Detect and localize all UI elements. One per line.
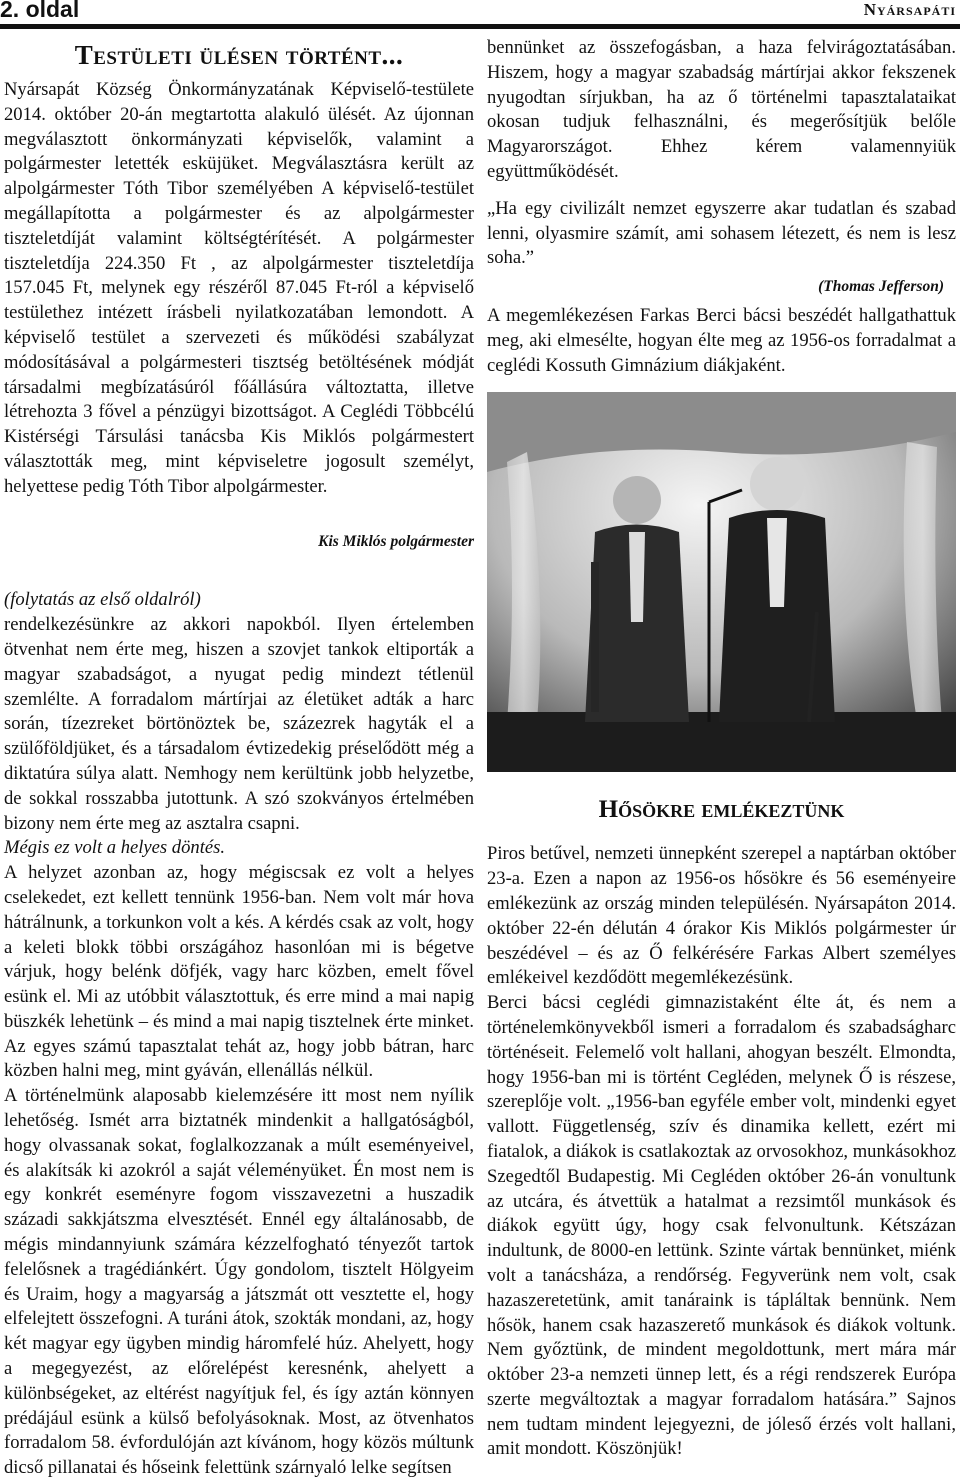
commemoration-paragraph: A megemlékezésen Farkas Berci bácsi beszédét hallgathattuk meg, aki elmesélte, hogyan élte meg az 1956-os forradalmat a ceglédi Kossuth Gimnázium diákjaként. bbox=[487, 304, 956, 376]
event-photo-image bbox=[487, 392, 956, 772]
heroes-paragraph-2: Berci bácsi ceglédi gimnazistaként élte át, és nem a történelemkönyvekből ismeri a forradalom és szabadságharc történéseit. Felemelő volt hallani, ahogyan beszélt. Elmondta, hogy 1956-ban mi is történt Cegléden, melynek Ő is részese, szereplője volt. „1956-ban egyféle ember volt, mindenki egyet vallott. Függetlenség, szív és dinamika kellett, ezért mi fiatalok, a diákok is csatlakoztak az orvosokhoz, munkásokhoz Szegedtől Budapestig. Mi Cegléden október 26-án vonultunk az utcára, és átvettük a hatalmat a rezsimtől munkások és diákok együtt úgy, hogy csak felvonultunk. Kétszázan indultunk, de 8000-en lettünk. Szinte vártak bennünket, miénk volt a tanácsháza, a rendőrség. Fegyverünk nem volt, csak hazaszeretetünk, amit tanáraink is tápláltak bennünk. Nem hősök, hanem csak hazaszerető munkások és diákok voltunk. Nem győztünk, de mindent megoldottunk, mert mára már október 23-a nemzeti ünnep lett, és a régi rendszerek Európa szerte megváltoztak a magyar forradalom hatására.” Sajnos nem tudtam mindent lejegyezni, de jóleső érzés volt hallani, amit mondott. Köszönjük! bbox=[487, 992, 956, 1460]
continued-note: (folytatás az első oldalról) bbox=[4, 589, 201, 611]
header-rule bbox=[0, 24, 960, 29]
quote-author: (Thomas Jefferson) bbox=[818, 278, 944, 296]
continued-paragraph-2: A helyzet azonban az, hogy mégiscsak ez volt a helyes cselekedet, ezt kellett tennünk 1956-ban. Nem volt már hova hátrálnunk, a torkunkon volt a kés. A kérdés csak az volt, hogy a keleti blokk többi országához hasonlóan mi is bégetve várjuk, hogy belénk döfjék, vagy harc közben, emelt fővel esünk el. Mi az utóbbit választottuk, és erre mind a mai napig büszkék lehetünk – és mind a mai napig tisztelnek érte minket. Az egyes számú tapasztalat tehát az, hogy jobb bátran, harc közben halni meg, mint gyáván, ellenállás nélkül. bbox=[4, 862, 474, 1082]
continued-italic-line: Mégis ez volt a helyes döntés. bbox=[4, 837, 226, 859]
article-title: Testületi ülésen történt... bbox=[74, 40, 404, 70]
heroes-paragraph-1: Piros betűvel, nemzeti ünnepként szerepel a naptárban október 23-a. Ezen a napon az 1956-os hősökre és 56 eseményeire emlékezünk az ország minden településén. Nyársapáton 2014. október 22-én délután 4 órakor Kis Miklós polgármester úr beszédével – és az Ő felkérésére Farkas Albert személyes emlékeivel kezdődött megemlékezésünk. bbox=[487, 843, 956, 989]
page-number: 2. oldal bbox=[0, 0, 80, 22]
continued-paragraph-1: rendelkezésünkre az akkori napokból. Ilyen értelemben ötvenhat nem érte meg, hiszen a szovjet tankok eltiporták a magyar szabadságot, a nyugat pedig mindezt tétlenül szemlélte. A forradalom mártírjai az életüket adták a harc során, tízezreket börtönöztek be, százezrek hagyták el a szülőföldjüket, és a társadalom évtizedekig préselődött még a diktatúra súlya alatt. Nemhogy nem kerültünk jobb helyzetbe, de sokkal rosszabba jutottunk. A szó szokványos értelmében bizony nem érte meg az asztalra csapni. bbox=[4, 614, 474, 834]
publication-name: Nyársapáti bbox=[863, 0, 956, 19]
section-title: Hősökre emlékeztünk bbox=[598, 796, 845, 824]
left-column bbox=[4, 36, 474, 1481]
continued-paragraph-3: A történelmünk alaposabb kielemzésére itt most nem nyílik lehetőség. Ismét arra biztatnék mindenkit a hallgatóságból, hogy olvassanak sokat, foglalkozzanak a múlt eseményeivel, és alakítsák ki azokról a saját véleményüket. Én most nem is egy konkrét eseményre fogom visszavezetni a huszadik századi sakkjátszma elvesztését. Ennél egy általánosabb, de mégis mindannyiunk számára kézzelfogható tényezőt tartok felelősnek a tragédiánkért. Úgy gondolom, tisztelt Hölgyeim és Uraim, hogy a magyarság a játszmát ott vesztette el, hogy elfelejtett összefogni. A turáni átok, szokták mondani, az, hogy két magyar egy ügyben mindig háromfelé húz. Ahelyett, hogy a megegyezést, az előrelépést keresnénk, ahelyett a különbségeket, az eltérést nagyítjuk fel, és így aztán könnyen prédájául esünk a külső befolyásoknak. Most, az ötvenhatos forradalom 58. évfordulóján azt kívánom, hogy közös múltunk dicső pillanatai és hőseink felettünk szárnyaló lelke segítsen bbox=[4, 1085, 474, 1479]
speech-end-paragraph: bennünket az összefogásban, a haza felvirágoztatásában. Hiszem, hogy a magyar szabadság mártírjai akkor fekszenek nyugodtan sírjukban, ha az ő történelmi tapasztalataikat okosan tudjuk felhasználni, és megerősítjük belőle Magyarországot. Ehhez kérem valamennyiük együttműködését. bbox=[487, 37, 956, 182]
event-photo bbox=[487, 392, 956, 772]
article-body: Nyársapát Község Önkormányzatának Képviselő-testülete 2014. október 20-án megtartotta alakuló ülését. Az újonnan megválasztott önkormányzati képviselők, valamint a polgármester letették esküjüket. Megválasztásra került az alpolgármester Tóth Tibor személyében A képviselő-testület megállapította a polgármester és az alpolgármester tiszteletdíját valamint költségtérítését. A polgármester tiszteletdíja 224.350 Ft , az alpolgármester tiszteletdíja 157.045 Ft, melynek egy részéről 87.045 Ft-ról a képviselő testülethez intézett írásbeli nyilatkozatában lemondott. A képviselő testület a szervezeti és működési szabályzat módosításával a polgármesteri tisztség betöltésének módját társadalmi megbízatásúról főállásúra változtatta, illetve létrehozta 3 fővel a pénzügyi bizottságot. A Ceglédi Többcélú Kistérségi Társulási tanácsba Kis Miklós polgármestert választották meg, mint képviseletre jogosult személyt, helyettese pedig Tóth Tibor alpolgármester. bbox=[4, 79, 474, 497]
jefferson-quote: „Ha egy civilizált nemzet egyszerre akar tudatlan és szabad lenni, olyasmire számít, ami sohasem létezett, és nem is lesz soha.” bbox=[487, 197, 956, 269]
article-signature: Kis Miklós polgármester bbox=[318, 532, 474, 550]
page-header bbox=[0, 0, 960, 24]
right-column bbox=[487, 36, 956, 1462]
